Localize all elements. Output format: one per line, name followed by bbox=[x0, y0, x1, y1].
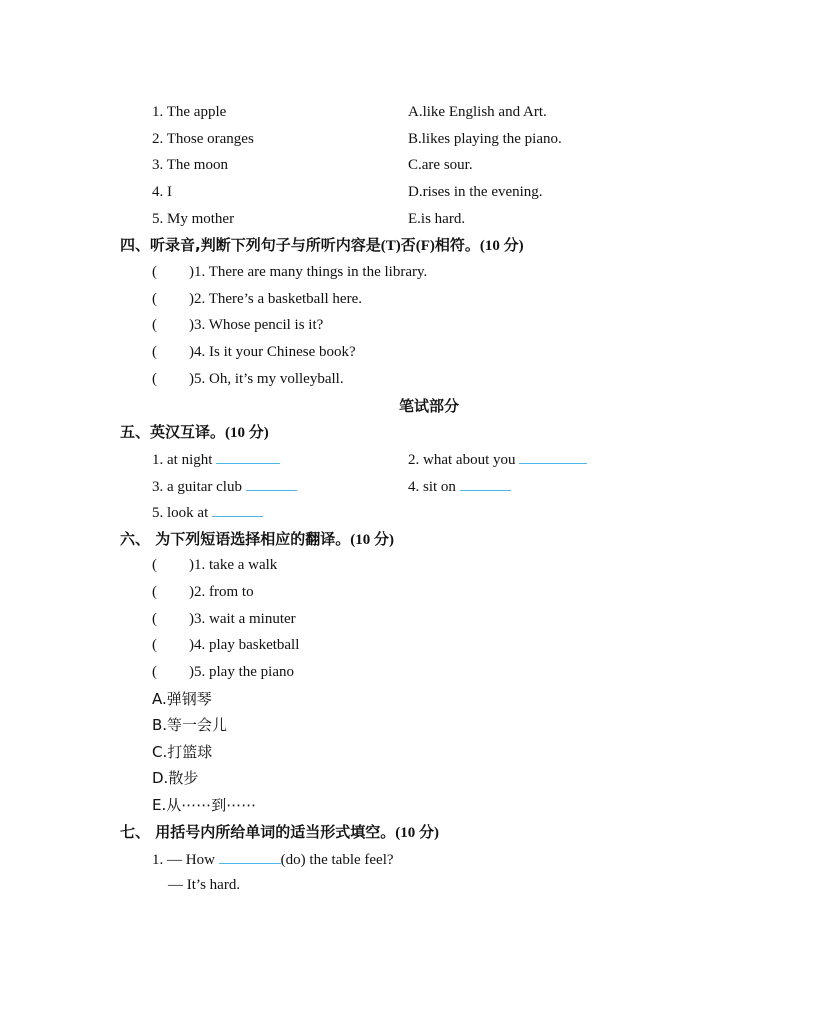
answer-paren[interactable]: ( bbox=[152, 664, 157, 680]
section-4-score: (10 分) bbox=[479, 238, 524, 254]
item-text: )3. Whose pencil is it? bbox=[189, 317, 324, 333]
answer-paren[interactable]: ( bbox=[152, 344, 157, 360]
option-d: D.散步 bbox=[152, 769, 199, 787]
answer-paren[interactable]: ( bbox=[152, 637, 157, 653]
answer-paren[interactable]: ( bbox=[152, 264, 157, 280]
section-7-item-1 bbox=[152, 849, 394, 870]
section-6-score: (10 分) bbox=[350, 532, 394, 548]
section-4-item-4 bbox=[152, 342, 356, 362]
item-text: 3. a guitar club bbox=[152, 479, 242, 495]
option-b: B.等一会儿 bbox=[152, 716, 228, 734]
section-5-heading bbox=[120, 422, 269, 443]
section-4-heading bbox=[120, 235, 524, 256]
answer-blank[interactable] bbox=[219, 849, 281, 864]
item-text: )5. Oh, it’s my volleyball. bbox=[189, 371, 344, 387]
match-left-4: 4. I bbox=[152, 184, 172, 200]
match-left-2: 2. Those oranges bbox=[152, 131, 254, 147]
section-5-title: 五、英汉互译。 bbox=[120, 423, 226, 441]
match-left-5: 5. My mother bbox=[152, 211, 235, 227]
answer-blank[interactable] bbox=[216, 449, 280, 464]
item-text: )4. play basketball bbox=[189, 637, 300, 653]
item-text: )1. There are many things in the library. bbox=[189, 264, 428, 280]
section-6-item-3 bbox=[152, 609, 296, 629]
option-c: C.打篮球 bbox=[152, 743, 213, 761]
answer-blank[interactable] bbox=[460, 476, 511, 491]
section-5-score: (10 分) bbox=[225, 425, 269, 441]
section-4-item-5 bbox=[152, 369, 344, 389]
section-7-title: 七、 用括号内所给单词的适当形式填空。 bbox=[120, 823, 396, 841]
item-text: )1. take a walk bbox=[189, 557, 278, 573]
match-left-1: 1. The apple bbox=[152, 104, 227, 120]
answer-paren[interactable]: ( bbox=[152, 557, 157, 573]
section-4-f-marker: (F) bbox=[415, 238, 435, 254]
item-text: )2. from to bbox=[189, 584, 254, 600]
section-7-heading bbox=[120, 822, 439, 843]
answer-paren[interactable]: ( bbox=[152, 291, 157, 307]
answer-blank[interactable] bbox=[246, 476, 297, 491]
match-right-a: A.like English and Art. bbox=[408, 104, 547, 120]
section-5-item-3 bbox=[152, 476, 297, 497]
section-7-answer-1: — It’s hard. bbox=[168, 877, 241, 893]
item-text: 1. at night bbox=[152, 452, 213, 468]
section-5-item-5 bbox=[152, 502, 263, 523]
item-text: 1. — How bbox=[152, 852, 215, 868]
section-5-item-1 bbox=[152, 449, 280, 470]
answer-paren[interactable]: ( bbox=[152, 611, 157, 627]
answer-paren[interactable]: ( bbox=[152, 317, 157, 333]
section-4-title: 四、听录音,判断下列句子与所听内容是 bbox=[120, 236, 381, 254]
section-6-title: 六、 为下列短语选择相应的翻译。 bbox=[120, 530, 351, 548]
section-4-item-3 bbox=[152, 315, 323, 335]
answer-paren[interactable]: ( bbox=[152, 371, 157, 387]
item-text: 2. what about you bbox=[408, 452, 516, 468]
section-4-item-2 bbox=[152, 289, 362, 309]
section-6-item-1 bbox=[152, 555, 277, 575]
match-right-b: B.likes playing the piano. bbox=[408, 131, 562, 147]
section-7-score: (10 分) bbox=[395, 825, 439, 841]
section-4-title-end: 相符。 bbox=[434, 236, 480, 254]
item-text: )3. wait a minuter bbox=[189, 611, 296, 627]
answer-blank[interactable] bbox=[212, 502, 263, 517]
section-4-item-1 bbox=[152, 262, 427, 282]
item-text: 5. look at bbox=[152, 505, 209, 521]
section-5-item-2 bbox=[408, 449, 587, 470]
item-text: )5. play the piano bbox=[189, 664, 294, 680]
match-left-3: 3. The moon bbox=[152, 157, 228, 173]
section-6-heading bbox=[120, 529, 394, 550]
item-text: )2. There’s a basketball here. bbox=[189, 291, 362, 307]
answer-paren[interactable]: ( bbox=[152, 584, 157, 600]
written-part-heading: 笔试部分 bbox=[398, 397, 459, 415]
section-6-item-4 bbox=[152, 635, 299, 655]
section-4-title-mid: 否 bbox=[400, 236, 416, 254]
match-right-e: E.is hard. bbox=[408, 211, 466, 227]
option-a: A.弹钢琴 bbox=[152, 690, 212, 708]
match-right-d: D.rises in the evening. bbox=[408, 184, 543, 200]
section-4-t-marker: (T) bbox=[380, 238, 401, 254]
section-6-item-5 bbox=[152, 662, 294, 682]
section-6-item-2 bbox=[152, 582, 254, 602]
option-e: E.从⋯⋯到⋯⋯ bbox=[152, 796, 257, 814]
item-text: 4. sit on bbox=[408, 479, 456, 495]
item-text-end: (do) the table feel? bbox=[280, 852, 394, 868]
section-5-item-4 bbox=[408, 476, 511, 497]
match-right-c: C.are sour. bbox=[408, 157, 473, 173]
answer-blank[interactable] bbox=[519, 449, 587, 464]
item-text: )4. Is it your Chinese book? bbox=[189, 344, 356, 360]
